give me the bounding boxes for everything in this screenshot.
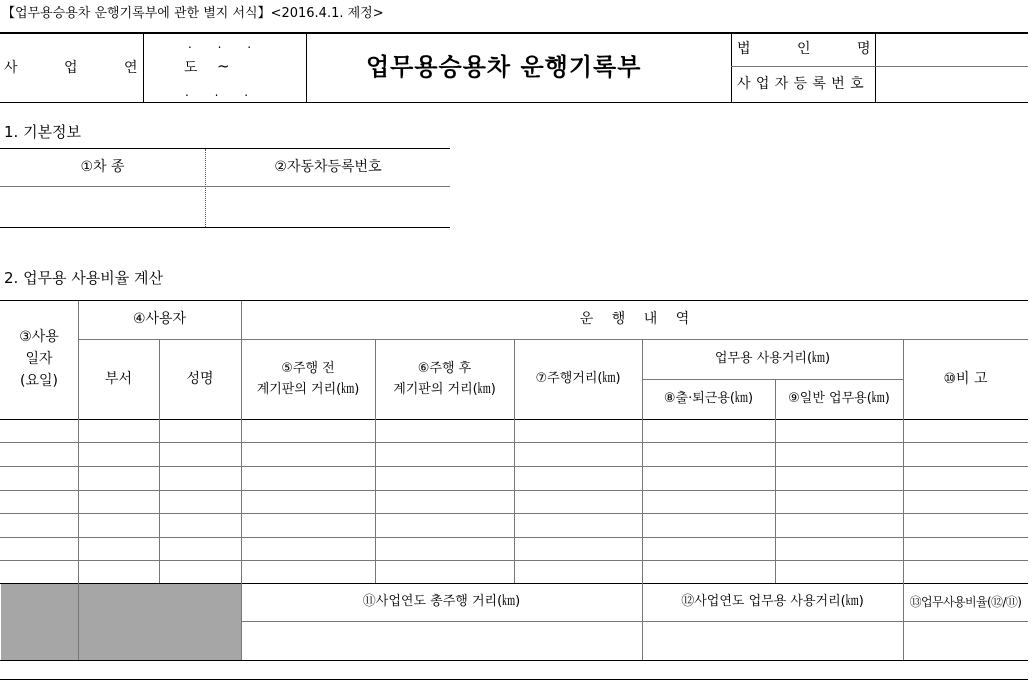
use-date-line: 일자 [25,351,53,368]
business-ratio-field[interactable] [905,623,1026,658]
shaded-cell [79,584,241,660]
commute-header: ⑧출·퇴근용(㎞) [663,391,754,407]
vehicle-type-field[interactable] [2,189,202,225]
section1-heading: 1. 기본정보 [4,123,82,141]
biz-reg-no-label: 사업자등록번호 [737,76,869,92]
operation-header: 운 행 내 역 [579,311,690,328]
header-divider [731,33,732,102]
remarks-header: ⑩비 고 [943,370,988,387]
corp-name-field[interactable] [880,36,1026,64]
distance-header: ⑦주행거리(㎞) [535,371,621,387]
total-distance-label: ⑪사업연도 총주행 거리(㎞) [362,594,521,610]
form-title: 업무용승용차 운행기록부 [366,53,642,81]
period-separator: ~ [217,57,230,75]
biz-reg-no-field[interactable] [880,70,1026,100]
period-start: . . . [188,37,252,51]
header-divider [306,33,307,102]
business-ratio-label: ⑬업무사용비율(⑫/⑪) [909,595,1022,610]
section1-row-border [0,186,450,187]
business-distance-label: ⑫사업연도 업무용 사용거리(㎞) [681,594,864,610]
shaded-cell [1,584,78,660]
user-header: ④사용자 [132,311,187,328]
header-bottom-border [0,102,1028,103]
business-year-label: 사 업 연 도 [4,60,219,76]
dept-header: 부서 [104,370,133,387]
business-distance-header: 업무용 사용거리(㎞) [714,351,831,367]
vehicle-type-header: ①차 종 [80,158,125,175]
period-end: . . . [185,85,249,99]
business-distance-field[interactable] [644,623,901,658]
after-line: ⑥주행 후 [417,361,472,377]
before-header [241,340,375,419]
reg-no-header: ②자동차등록번호 [274,158,382,175]
before-line: 계기판의 거리(㎞) [256,381,360,397]
use-date-line: ③사용 [19,329,59,346]
form-caption: 【업무용승용차 운행기록부에 관한 별지 서식】<2016.4.1. 제정> [2,6,384,21]
reg-no-field[interactable] [208,189,448,225]
summary-row-border [241,621,1028,622]
before-line: ⑤주행 전 [281,361,335,377]
header-divider [875,33,876,102]
total-distance-field[interactable] [243,623,640,658]
use-date-line: (요일) [20,372,58,389]
corp-name-label: 법 인 명 [737,41,871,57]
section2-heading: 2. 업무용 사용비율 계산 [4,269,164,287]
header-divider [731,66,1028,67]
use-date-header [0,301,78,419]
after-header [375,340,514,419]
name-header: 성명 [186,370,214,387]
general-header: ⑨일반 업무용(㎞) [788,391,890,407]
after-line: 계기판의 거리(㎞) [393,381,496,397]
section1-bottom-border [0,227,450,228]
page-bottom-rule [0,679,1028,680]
header-top-border [0,32,1028,34]
table-bottom-border [0,660,1028,661]
